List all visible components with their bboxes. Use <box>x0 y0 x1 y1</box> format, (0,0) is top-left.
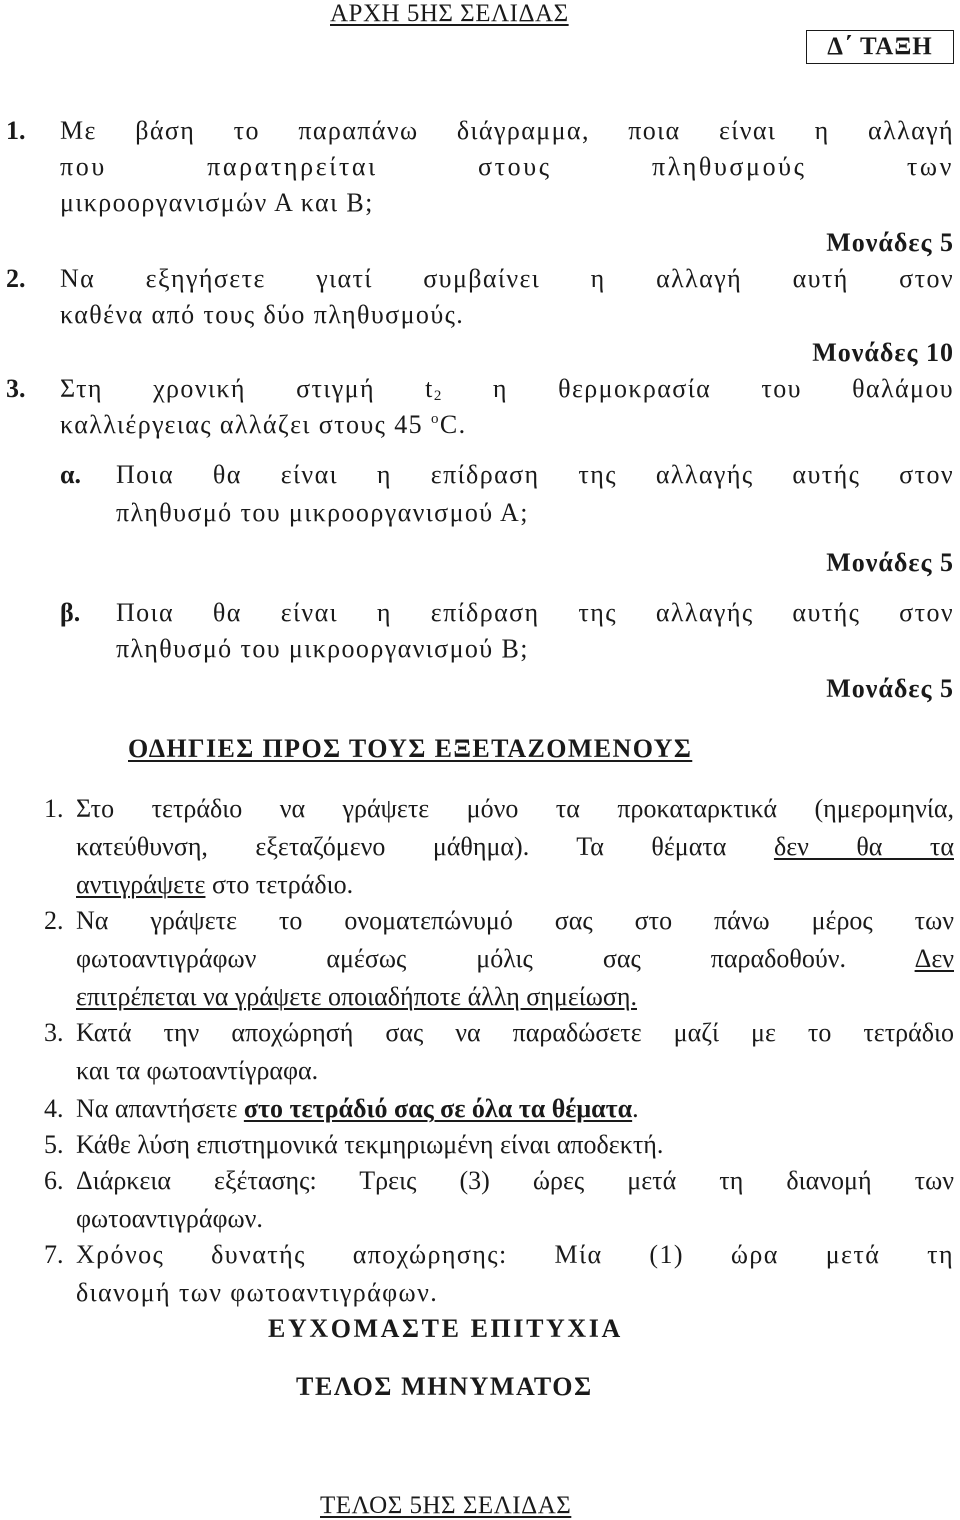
instruction-5-number: 5. <box>44 1130 64 1159</box>
question-1-line-2: που παρατηρείται στους πληθυσμούς των <box>60 152 954 181</box>
subquestion-a-line-2: πληθυσμό του μικροοργανισμού Α; <box>116 498 529 527</box>
subquestion-a-number: α. <box>60 460 82 489</box>
subquestion-a-points: Μονάδες 5 <box>826 548 954 577</box>
instruction-1-line-2: κατεύθυνση, εξεταζόμενο μάθημα). Τα θέματα δεν θα τα <box>76 832 954 861</box>
instruction-4-number: 4. <box>44 1094 64 1123</box>
subquestion-b-points: Μονάδες 5 <box>826 674 954 703</box>
question-1-line-1: Με βάση το παραπάνω διάγραμμα, ποια είναι η αλλαγή <box>60 116 954 145</box>
question-2-points: Μονάδες 10 <box>812 338 954 367</box>
instruction-6-number: 6. <box>44 1166 64 1195</box>
page-footer: ΤΕΛΟΣ 5ΗΣ ΣΕΛΙΔΑΣ <box>320 1492 572 1519</box>
subquestion-b-number: β. <box>60 598 81 627</box>
subquestion-b-line-1: Ποια θα είναι η επίδραση της αλλαγής αυτής στον <box>116 598 954 627</box>
question-3-line-2: καλλιέργειας αλλάζει στους 45 $^o$C. <box>60 410 467 439</box>
instruction-2-line-1: Να γράψετε το ονοματεπώνυμό σας στο πάνω μέρος των <box>76 906 954 935</box>
instruction-3-number: 3. <box>44 1018 64 1047</box>
instruction-3-line-1: Κατά την αποχώρησή σας να παραδώσετε μαζί με το τετράδιο <box>76 1018 954 1047</box>
subquestion-a-line-1: Ποια θα είναι η επίδραση της αλλαγής αυτής στον <box>116 460 954 489</box>
instruction-2-line-2: φωτοαντιγράφων αμέσως μόλις σας παραδοθούν. Δεν <box>76 944 954 973</box>
subquestion-b-line-2: πληθυσμό του μικροοργανισμού Β; <box>116 634 529 663</box>
instruction-2-line-3: επιτρέπεται να γράψετε οποιαδήποτε άλλη σημείωση. <box>76 982 637 1011</box>
instruction-3-line-2: και τα φωτοαντίγραφα. <box>76 1056 319 1085</box>
instructions-title: ΟΔΗΓΙΕΣ ΠΡΟΣ ΤΟΥΣ ΕΞΕΤΑΖΟΜΕΝΟΥΣ <box>128 734 693 763</box>
question-1-number: 1. <box>6 116 26 145</box>
class-tag: Δ΄ ΤΑΞΗ <box>806 30 954 64</box>
instruction-7-number: 7. <box>44 1240 64 1269</box>
end-of-message: ΤΕΛΟΣ ΜΗΝΥΜΑΤΟΣ <box>296 1372 593 1401</box>
instruction-1-number: 1. <box>44 794 64 823</box>
question-1-points: Μονάδες 5 <box>826 228 954 257</box>
instruction-1-line-3: αντιγράψετε στο τετράδιο. <box>76 870 354 899</box>
instruction-7-line-1: Χρόνος δυνατής αποχώρησης: Μία (1) ώρα μετά τη <box>76 1240 954 1269</box>
instruction-6-line-1: Διάρκεια εξέτασης: Τρεις (3) ώρες μετά τη διανομή των <box>76 1166 954 1195</box>
question-2-number: 2. <box>6 264 26 293</box>
instruction-7-line-2: διανομή των φωτοαντιγράφων. <box>76 1278 439 1307</box>
question-2-line-1: Να εξηγήσετε γιατί συμβαίνει η αλλαγή αυτή στον <box>60 264 954 293</box>
instruction-5-text: Κάθε λύση επιστημονικά τεκμηριωμένη είναι αποδεκτή. <box>76 1130 664 1159</box>
instruction-1-line-1: Στο τετράδιο να γράψετε μόνο τα προκαταρκτικά (ημερομηνία, <box>76 794 954 823</box>
instruction-4-text: Να απαντήσετε στο τετράδιό σας σε όλα τα θέματα. <box>76 1094 639 1123</box>
question-3-line-1: Στη χρονική στιγμή $t_2$ η θερμοκρασία του θαλάμου <box>60 374 954 404</box>
page-header: ΑΡΧΗ 5ΗΣ ΣΕΛΙΔΑΣ <box>330 0 569 27</box>
question-1-line-3: μικροοργανισμών Α και Β; <box>60 188 374 217</box>
question-3-number: 3. <box>6 374 26 403</box>
closing-wish: ΕΥΧΟΜΑΣΤΕ ΕΠΙΤΥΧΙΑ <box>268 1314 623 1343</box>
instruction-2-number: 2. <box>44 906 64 935</box>
instruction-6-line-2: φωτοαντιγράφων. <box>76 1204 263 1233</box>
question-2-line-2: καθένα από τους δύο πληθυσμούς. <box>60 300 465 329</box>
